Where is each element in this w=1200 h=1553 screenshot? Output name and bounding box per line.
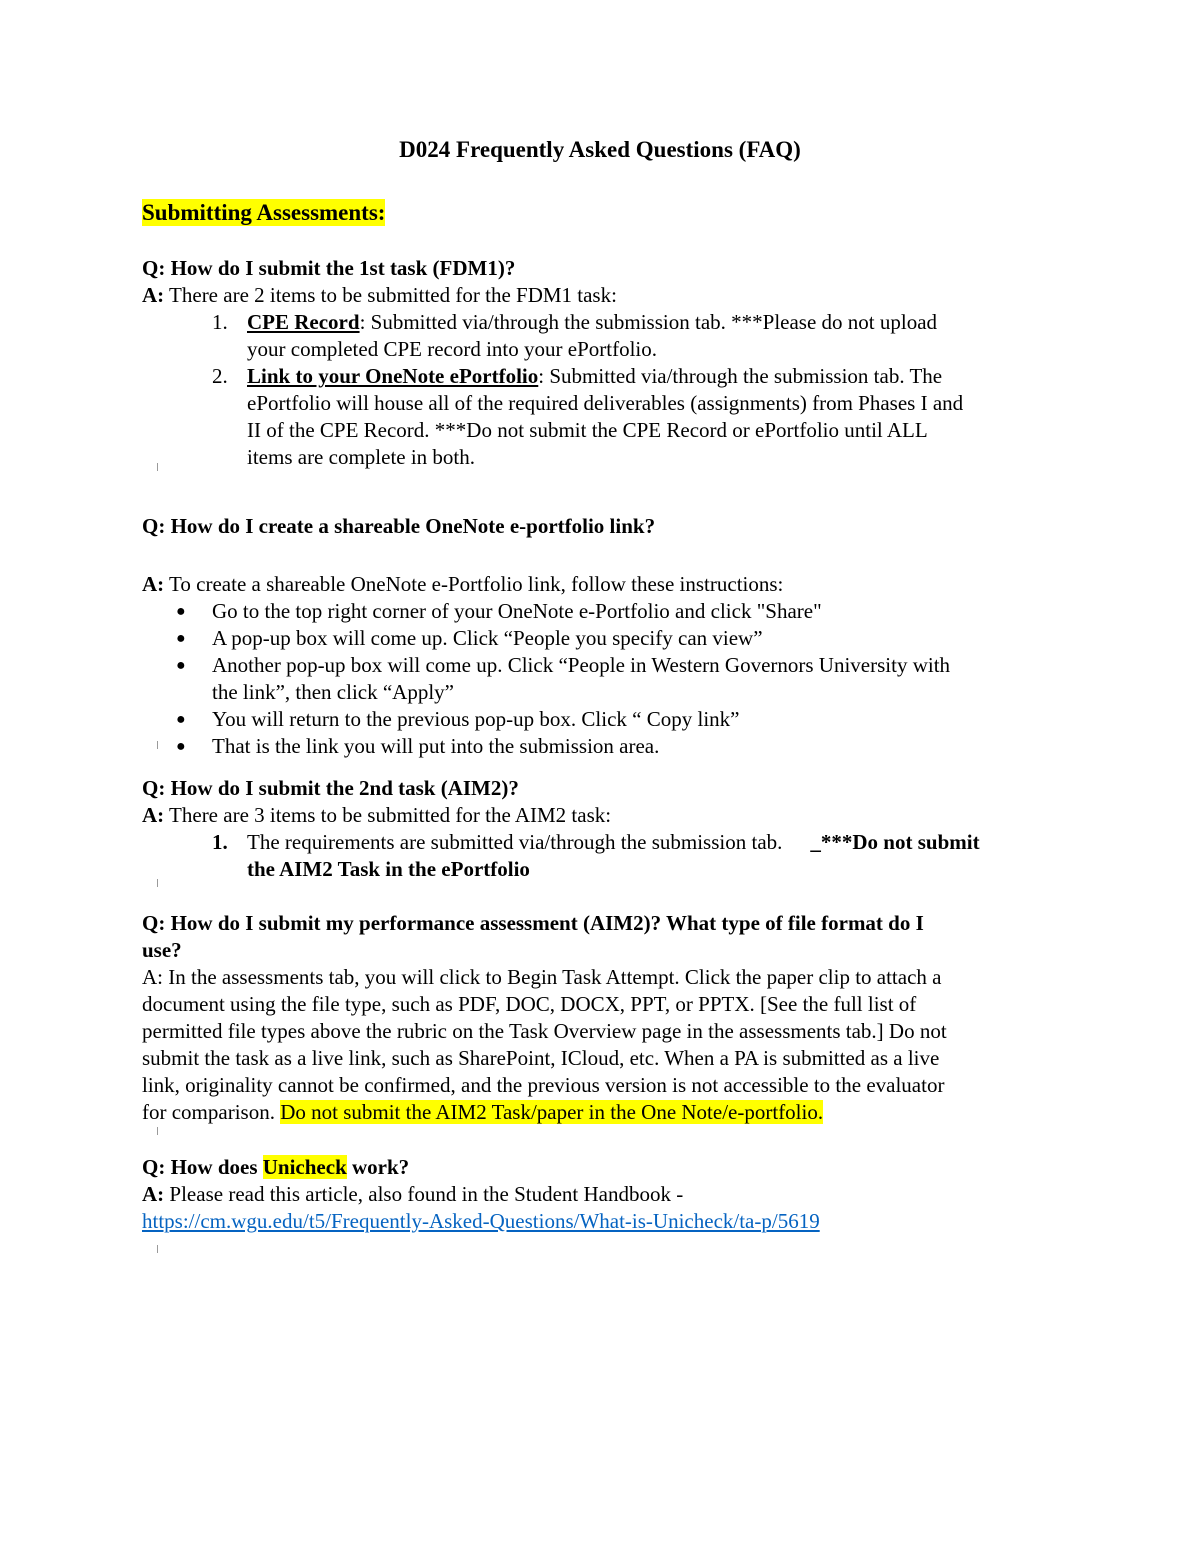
highlighted-warning: Do not submit the AIM2 Task/paper in the One Note/e-portfolio. xyxy=(280,1100,824,1124)
list-item: ● That is the link you will put into the submission area. xyxy=(176,734,660,758)
faq-question: Q: How do I submit the 2nd task (AIM2)? xyxy=(142,776,519,800)
faq-question: Q: How do I submit my performance assessment (AIM2)? What type of file format do I xyxy=(142,911,924,935)
list-item: 1. CPE Record: Submitted via/through the submission tab. ***Please do not upload your completed CPE record into your ePortfolio. xyxy=(212,310,938,361)
bullet-icon: ● xyxy=(176,738,186,755)
paragraph-mark xyxy=(157,741,158,749)
paragraph-mark xyxy=(157,463,158,471)
paragraph-mark xyxy=(157,879,158,887)
term-onenote-link: Link to your OneNote ePortfolio xyxy=(247,364,539,388)
bullet-icon: ● xyxy=(176,630,186,647)
list-item: ● Go to the top right corner of your OneNote e-Portfolio and click "Share" xyxy=(176,599,822,623)
unicheck-highlight: Unicheck xyxy=(262,1155,347,1179)
bullet-icon: ● xyxy=(176,603,186,620)
paragraph-mark xyxy=(157,1127,158,1135)
faq-numbered-list xyxy=(142,829,1062,883)
faq-bullet-list xyxy=(142,598,1062,760)
bullet-icon: ● xyxy=(176,657,186,674)
faq-question: Q: How does Unicheck work? xyxy=(142,1155,410,1179)
list-item: ● Another pop-up box will come up. Click “People in Western Governors University with the link”, then click “Apply” xyxy=(176,653,951,704)
list-item: 1. The requirements are submitted via/through the submission tab. _***Do not submit the AIM2 Task in the ePortfolio xyxy=(212,830,980,881)
bullet-icon: ● xyxy=(176,711,186,728)
list-item: ● You will return to the previous pop-up box. Click “ Copy link” xyxy=(176,707,740,731)
faq-answer: A: Please read this article, also found in the Student Handbook - xyxy=(142,1182,684,1206)
faq-item-aim2 xyxy=(142,775,1062,883)
section-heading: Submitting Assessments: xyxy=(142,200,386,225)
faq-question: Q: How do I create a shareable OneNote e-portfolio link? xyxy=(142,514,656,538)
list-item: 2. Link to your OneNote ePortfolio: Submitted via/through the submission tab. The ePortfolio will house all of the required deliverables (assignments) from Phases I and II of the CPE Record. ***Do not submit the CPE Record or ePortfolio until ALL items are complete in both. xyxy=(212,364,964,469)
faq-answer: A: There are 2 items to be submitted for the FDM1 task: xyxy=(142,283,617,307)
faq-item-file-format: Q: How do I submit my performance assessment (AIM2)? What type of file format do I use? A: In the assessments tab, you will click to Begin Task Attempt. Click the paper clip to attach a document using the file type, such as PDF, DOC, DOCX, PPT, or PPTX. [See the full list of permitted file types above the rubric on the Task Overview page in the assessments tab.] Do not submit the task as a live link, such as SharePoint, ICloud, etc. When a PA is submitted as a live link, originality cannot be confirmed, and the previous version is not accessible to the evaluator for comparison. Do not submit the AIM2 Task/paper in the One Note/e-portfolio. xyxy=(142,910,1062,1126)
faq-answer: A: There are 3 items to be submitted for the AIM2 task: xyxy=(142,803,612,827)
page-title: D024 Frequently Asked Questions (FAQ) xyxy=(399,137,801,162)
list-item: ● A pop-up box will come up. Click “People you specify can view” xyxy=(176,626,763,650)
unicheck-article-link[interactable]: https://cm.wgu.edu/t5/Frequently-Asked-Questions/What-is-Unicheck/ta-p/5619 xyxy=(142,1209,820,1233)
term-cpe-record: CPE Record xyxy=(247,310,360,334)
faq-numbered-list xyxy=(142,309,1062,471)
faq-item-unicheck xyxy=(142,1154,1062,1235)
faq-item-eportfolio-link xyxy=(142,513,1062,760)
faq-answer: A: To create a shareable OneNote e-Portfolio link, follow these instructions: xyxy=(142,572,784,596)
paragraph-mark xyxy=(157,1245,158,1253)
faq-question: Q: How do I submit the 1st task (FDM1)? xyxy=(142,256,516,280)
faq-item-fdm1 xyxy=(142,255,1062,471)
